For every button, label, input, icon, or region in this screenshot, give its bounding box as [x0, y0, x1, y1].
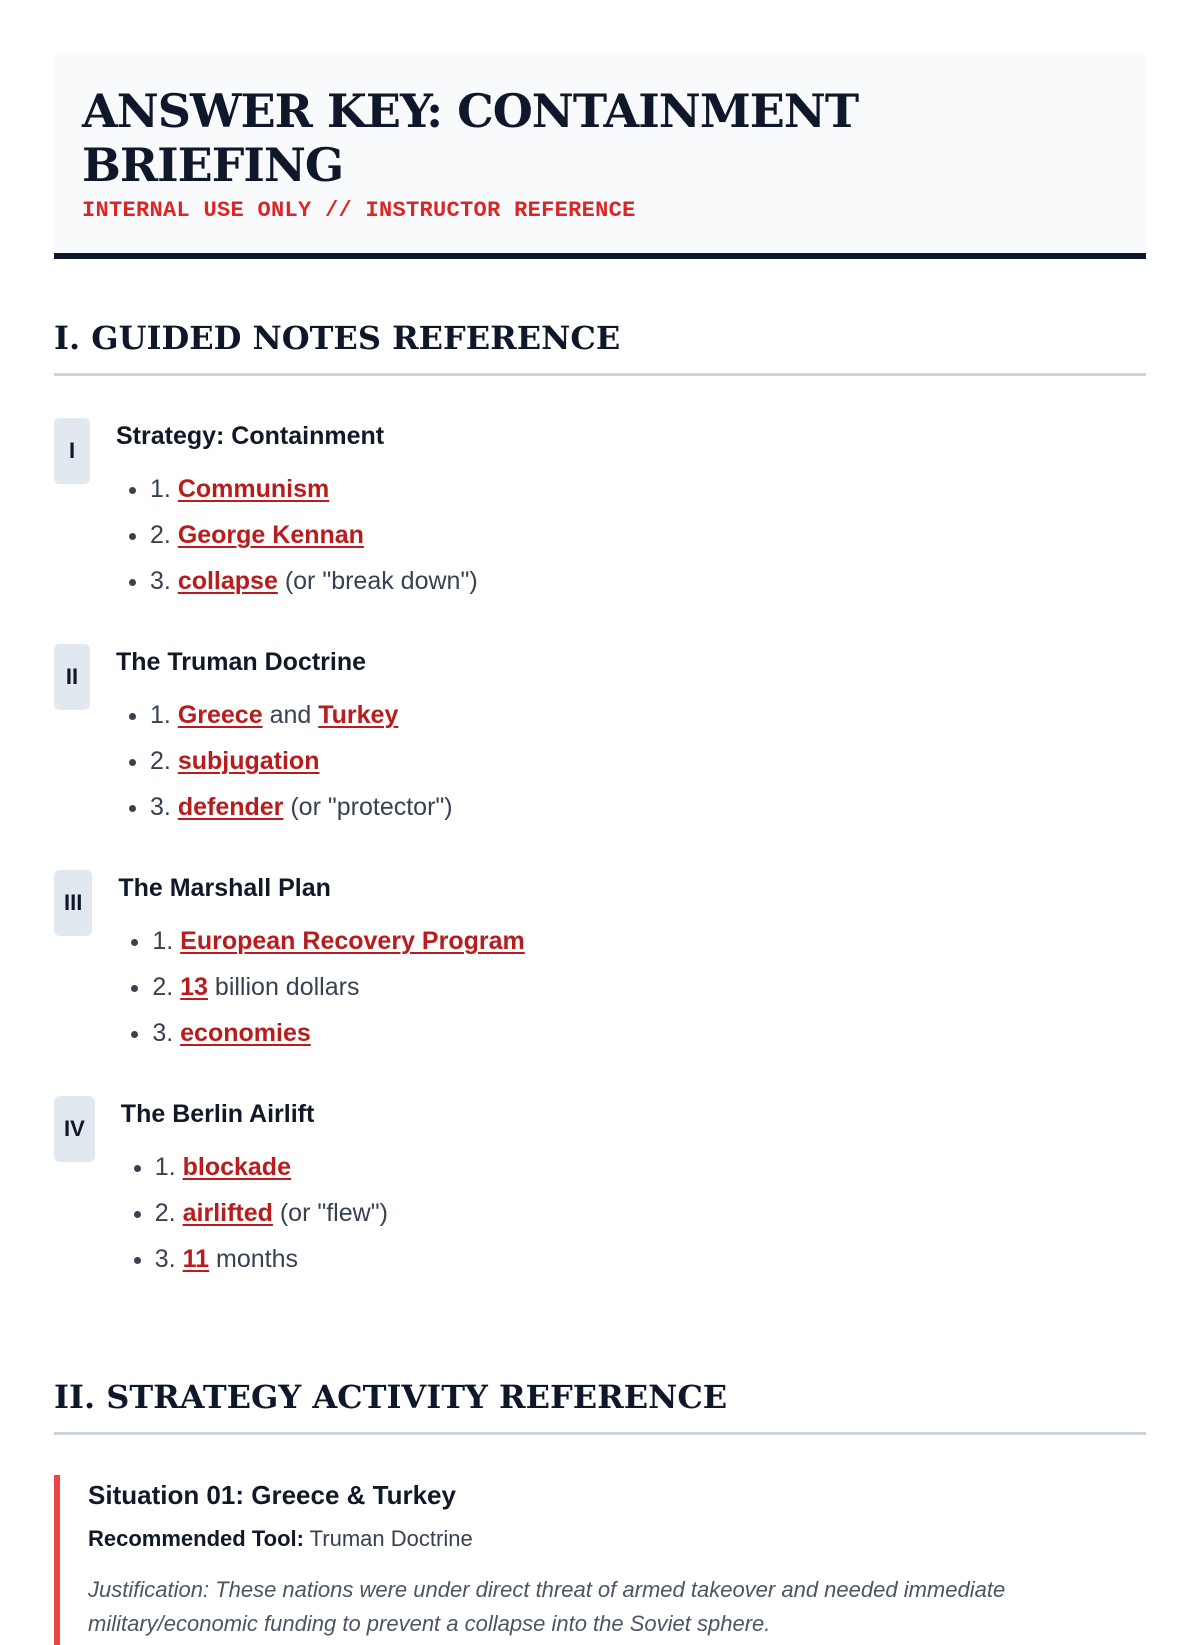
list-item: [155, 1236, 388, 1282]
list-item: [152, 964, 524, 1010]
roman-numeral-badge: I: [54, 418, 90, 484]
answer-text: economies: [180, 1019, 311, 1047]
list-item: [150, 512, 478, 558]
list-item: [150, 692, 453, 738]
recommended-tool-label: Recommended Tool:: [88, 1526, 304, 1551]
note-items: [116, 466, 478, 604]
answer-text: airlifted: [182, 1199, 273, 1227]
note-block: [54, 644, 1146, 830]
note-body: [116, 418, 478, 604]
answer-text: 13: [180, 973, 208, 1001]
answer-text: blockade: [182, 1153, 291, 1181]
item-suffix: months: [216, 1245, 298, 1273]
item-suffix: billion dollars: [214, 973, 360, 1001]
answer-text: George Kennan: [177, 521, 364, 549]
list-item: [152, 918, 524, 964]
note-body: [121, 1096, 388, 1282]
answer-text: 11: [182, 1245, 210, 1273]
guided-notes-list: [54, 418, 1146, 1282]
answer-text: European Recovery Program: [180, 927, 525, 955]
recommended-tool: [88, 1523, 1146, 1555]
answer-text: Greece: [177, 701, 263, 729]
note-title: The Truman Doctrine: [116, 648, 367, 676]
situation-card: [54, 1475, 1146, 1645]
situation-justification: Justification: These nations were under direct threat of armed takeover and needed immediate military/economic funding to prevent a collapse into the Soviet sphere.: [88, 1577, 1006, 1636]
item-number: 1.: [150, 701, 171, 729]
list-item: [150, 558, 478, 604]
item-number: 1.: [154, 1153, 176, 1181]
answer-text: subjugation: [177, 747, 320, 775]
note-items: [116, 692, 453, 830]
answer-text: collapse: [177, 567, 278, 595]
recommended-tool-value: Truman Doctrine: [309, 1526, 473, 1551]
list-item: [155, 1190, 388, 1236]
item-suffix: (or "flew"): [279, 1199, 388, 1227]
item-number: 3.: [150, 793, 171, 821]
note-block: [54, 1096, 1146, 1282]
answer-text: Turkey: [318, 701, 399, 729]
item-number: 2.: [150, 747, 171, 775]
item-number: 2.: [150, 521, 171, 549]
answer-text: defender: [177, 793, 284, 821]
note-block: [54, 418, 1146, 604]
section-title-strategy-activity: II. STRATEGY ACTIVITY REFERENCE: [54, 1378, 1146, 1435]
item-number: 3.: [154, 1245, 176, 1273]
answer-text: Communism: [177, 475, 330, 503]
item-number: 2.: [152, 973, 174, 1001]
header-banner: [54, 54, 1146, 259]
item-suffix: (or "break down"): [284, 567, 478, 595]
list-item: [150, 466, 478, 512]
situation-title: Situation 01: Greece & Turkey: [88, 1480, 456, 1510]
list-item: [150, 784, 453, 830]
note-block: [54, 870, 1146, 1056]
note-title: The Berlin Airlift: [120, 1100, 315, 1128]
item-number: 3.: [152, 1019, 174, 1047]
note-title: Strategy: Containment: [116, 422, 385, 450]
item-number: 2.: [154, 1199, 176, 1227]
list-item: [152, 1010, 524, 1056]
note-items: [118, 918, 524, 1056]
item-number: 1.: [152, 927, 174, 955]
item-number: 1.: [150, 475, 171, 503]
list-item: [155, 1144, 388, 1190]
roman-numeral-badge: III: [54, 870, 92, 936]
section-title-guided-notes: I. GUIDED NOTES REFERENCE: [54, 319, 1146, 376]
page-title: ANSWER KEY: CONTAINMENT BRIEFING: [82, 84, 859, 192]
note-body: [116, 644, 453, 830]
note-items: [121, 1144, 388, 1282]
roman-numeral-badge: II: [54, 644, 90, 710]
roman-numeral-badge: IV: [54, 1096, 95, 1162]
list-item: [150, 738, 453, 784]
item-number: 3.: [150, 567, 171, 595]
page-subtitle: INTERNAL USE ONLY // INSTRUCTOR REFERENCE: [82, 198, 636, 223]
item-connector: and: [269, 701, 312, 729]
item-suffix: (or "protector"): [290, 793, 453, 821]
note-body: [118, 870, 524, 1056]
note-title: The Marshall Plan: [118, 874, 331, 902]
